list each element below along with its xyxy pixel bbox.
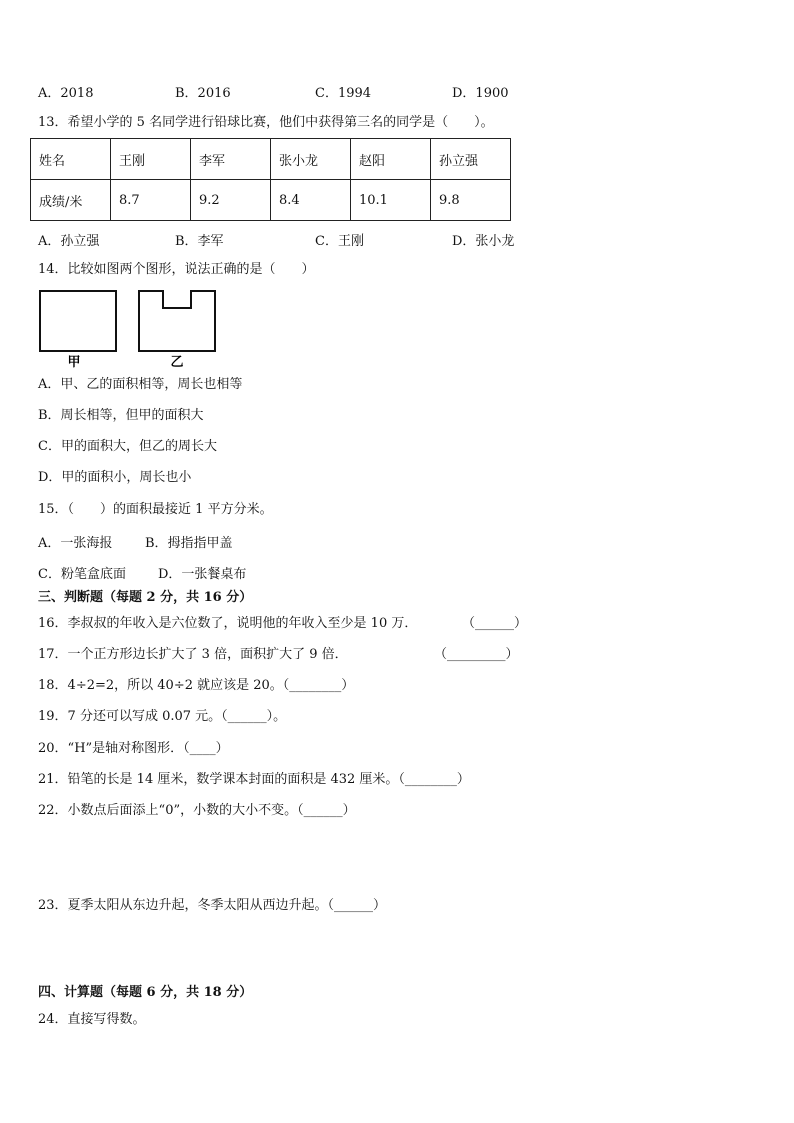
option-c[interactable]: C．1994 (315, 86, 372, 101)
q15-options-row2 (38, 563, 538, 581)
question-22[interactable]: 22．小数点后面添上“0”，小数的大小不变。（______） (38, 803, 356, 818)
table-row (31, 139, 511, 180)
option-b[interactable]: B．拇指指甲盖 (145, 536, 233, 551)
answer-blank-16[interactable]: （______） (462, 616, 528, 631)
table-cell: 9.8 (431, 180, 511, 221)
option-d[interactable]: D．甲的面积小，周长也小 (38, 470, 192, 485)
shapes-figure (36, 286, 226, 370)
table-cell: 王刚 (111, 139, 191, 180)
table-cell: 9.2 (191, 180, 271, 221)
option-c[interactable]: C．粉笔盒底面 (38, 567, 126, 582)
q15-options-row1 (38, 532, 538, 550)
question-17 (38, 646, 348, 664)
option-a[interactable]: A．孙立强 (38, 234, 100, 249)
shape-jia (40, 291, 116, 351)
question-14-stem: 14．比较如图两个图形，说法正确的是（ ） (38, 262, 315, 277)
table-cell: 张小龙 (271, 139, 351, 180)
question-24: 24．直接写得数。 (38, 1012, 146, 1027)
table-cell: 孙立强 (431, 139, 511, 180)
label-yi: 乙 (170, 355, 184, 370)
option-a[interactable]: A．2018 (38, 86, 94, 101)
option-b[interactable]: B．李军 (175, 234, 224, 249)
label-jia: 甲 (67, 355, 81, 370)
table-cell: 8.7 (111, 180, 191, 221)
question-text: 16．李叔叔的年收入是六位数了，说明他的年收入至少是 10 万． (38, 616, 418, 631)
question-21[interactable]: 21．铅笔的长是 14 厘米，数学课本封面的面积是 432 厘米。（________） (38, 772, 470, 787)
option-d[interactable]: D．1900 (452, 86, 509, 101)
option-a[interactable]: A．一张海报 (38, 536, 113, 551)
table-cell: 姓名 (31, 139, 111, 180)
table-cell: 赵阳 (351, 139, 431, 180)
section-3-title: 三、判断题（每题 2 分，共 16 分） (38, 590, 253, 605)
option-c[interactable]: C．王刚 (315, 234, 364, 249)
shape-yi (139, 291, 215, 351)
scores-table (30, 138, 511, 221)
table-cell: 8.4 (271, 180, 351, 221)
question-text: 17．一个正方形边长扩大了 3 倍，面积扩大了 9 倍． (38, 647, 348, 662)
question-15-stem: 15．（ ）的面积最接近 1 平方分米。 (38, 502, 273, 517)
table-cell: 李军 (191, 139, 271, 180)
question-20[interactable]: 20．“H”是轴对称图形．（____） (38, 741, 229, 756)
table-cell: 10.1 (351, 180, 431, 221)
table-row (31, 180, 511, 221)
answer-blank-17[interactable]: （_________） (434, 647, 519, 662)
question-16 (38, 615, 417, 633)
section-4-title: 四、计算题（每题 6 分，共 18 分） (38, 985, 253, 1000)
question-19[interactable]: 19．7 分还可以写成 0.07 元。（______）。 (38, 709, 287, 724)
q13-options (38, 230, 538, 248)
question-13-stem: 13．希望小学的 5 名同学进行铅球比赛，他们中获得第三名的同学是（ ）。 (38, 115, 494, 130)
q12-options (38, 82, 538, 100)
question-23[interactable]: 23．夏季太阳从东边升起，冬季太阳从西边升起。（______） (38, 898, 387, 913)
option-c[interactable]: C．甲的面积大，但乙的周长大 (38, 439, 217, 454)
option-b[interactable]: B．周长相等，但甲的面积大 (38, 408, 204, 423)
option-a[interactable]: A．甲、乙的面积相等，周长也相等 (38, 377, 243, 392)
option-b[interactable]: B．2016 (175, 86, 231, 101)
question-18[interactable]: 18．4÷2=2，所以 40÷2 就应该是 20。（________） (38, 678, 355, 693)
option-d[interactable]: D．张小龙 (452, 234, 515, 249)
table-cell: 成绩/米 (31, 180, 111, 221)
option-d[interactable]: D．一张餐桌布 (158, 567, 247, 582)
